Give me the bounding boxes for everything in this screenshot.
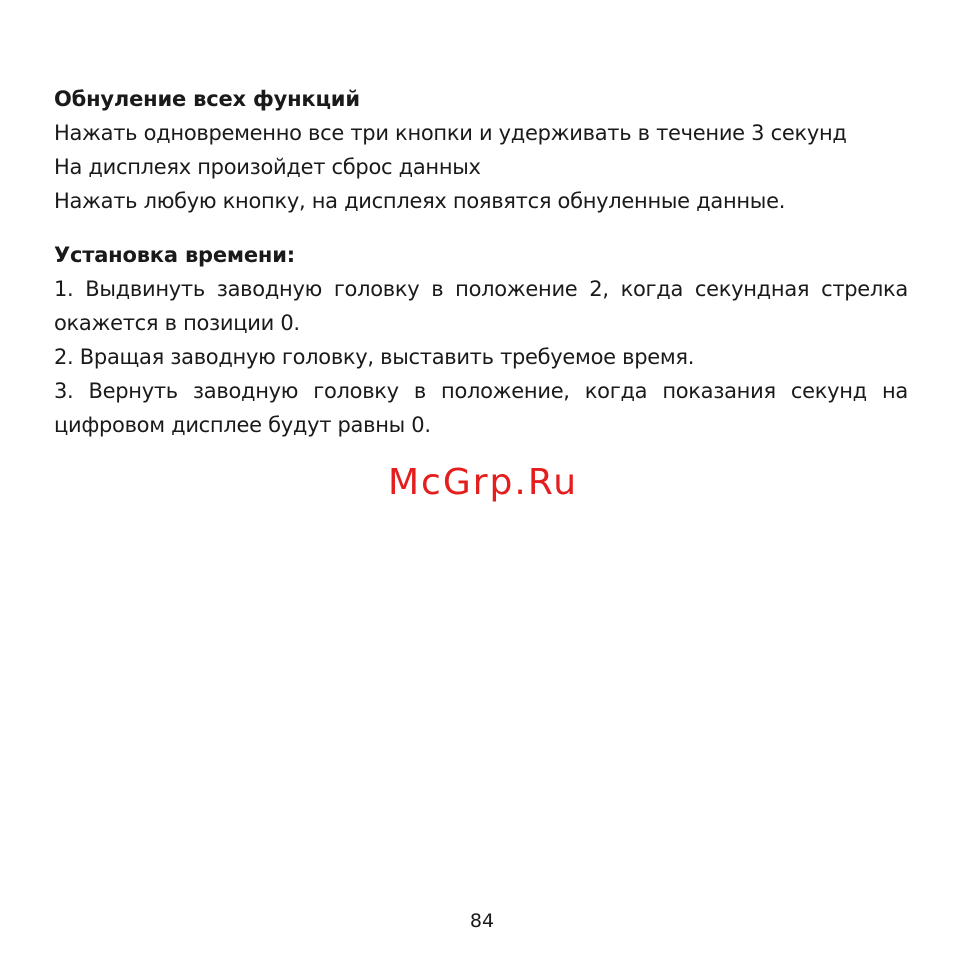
page-number: 84 [469,910,495,932]
section-time-setting [54,238,908,442]
paragraph-time-step-1: 1. Выдвинуть заводную головку в положение 2, когда секундная стрелка окажется в позиции 0. [54,277,908,335]
watermark-logo: McGrp.Ru [388,462,579,503]
section-heading-time: Установка времени: [54,243,295,267]
section-heading-reset: Обнуление всех функций [54,87,360,111]
document-body [54,82,908,442]
paragraph-time-step-3: 3. Вернуть заводную головку в положение, когда показания секунд на цифровом дисплее будут равны 0. [54,379,908,437]
paragraph-reset-step-1: Нажать одновременно все три кнопки и удерживать в течение 3 секунд [54,121,847,145]
paragraph-reset-step-3: Нажать любую кнопку, на дисплеях появятся обнуленные данные. [54,189,786,213]
section-reset-all [54,82,908,218]
paragraph-reset-step-2: На дисплеях произойдет сброс данных [54,155,481,179]
paragraph-time-step-2: 2. Вращая заводную головку, выставить требуемое время. [54,345,695,369]
